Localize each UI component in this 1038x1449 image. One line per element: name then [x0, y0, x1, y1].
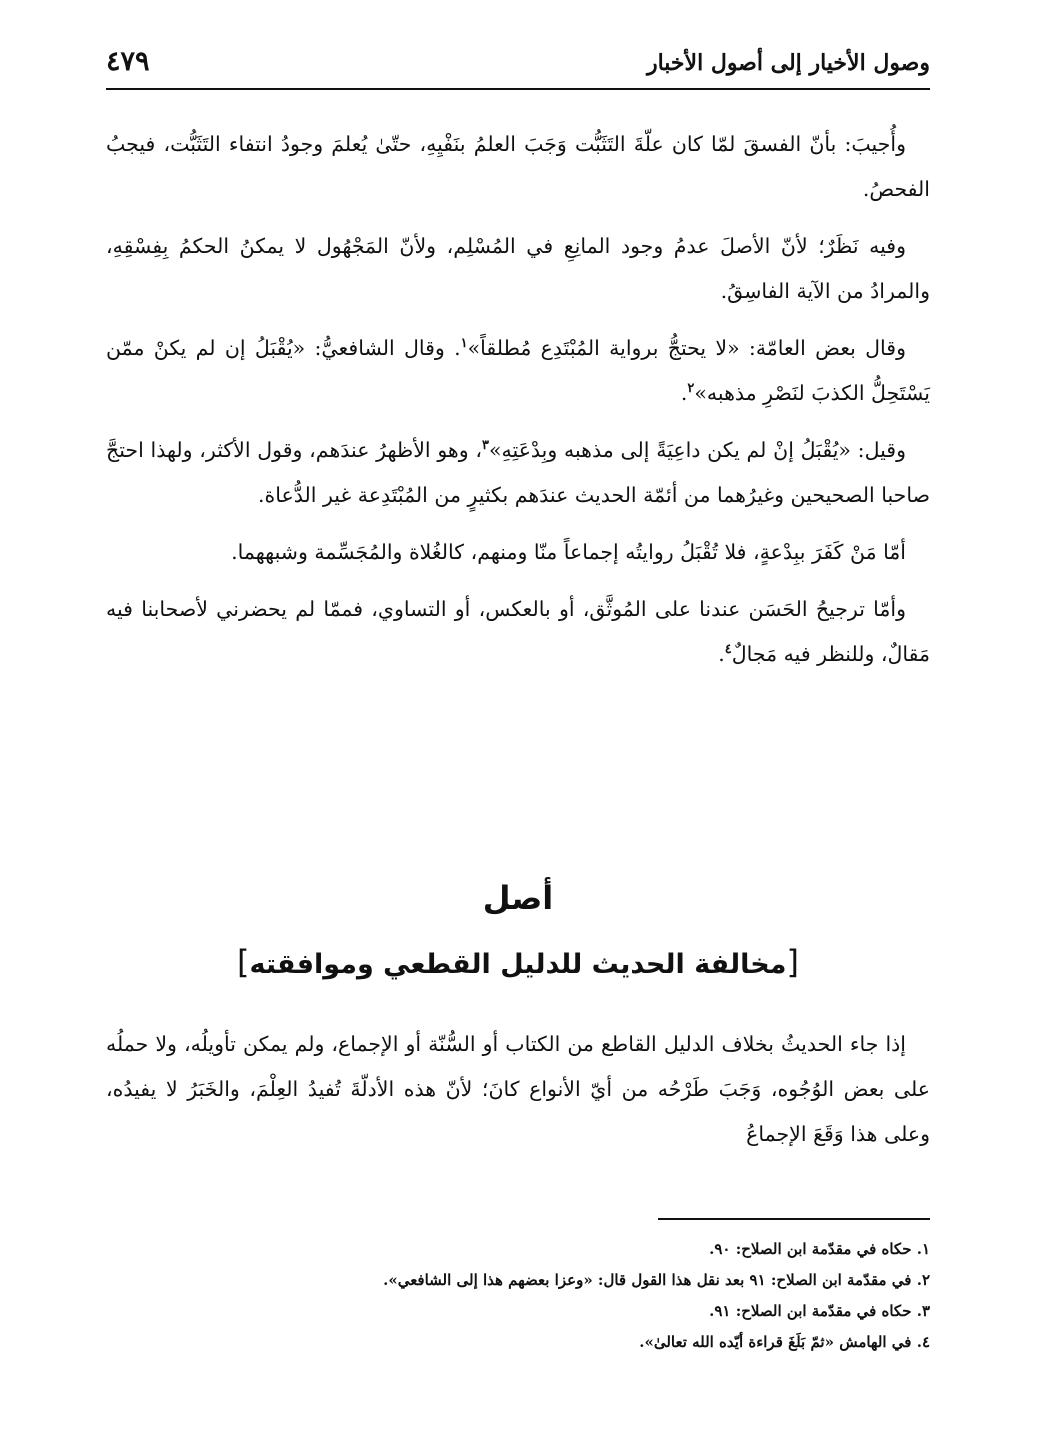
section-paragraph: إذا جاء الحديثُ بخلاف الدليل القاطع من الكتاب أو السُّنّة أو الإجماع، ولم يمكن تأويلُه، ولا حملُه على بعض الوُجُوه، وَجَبَ طَرْحُه من أيّ الأنواع كانَ؛ لأنّ هذه الأدلّةَ تُفيدُ العِلْمَ، والخَبَرُ لا يفيدُه، وعلى هذا وَقَعَ الإجماعُ [106, 1032, 930, 1146]
paragraph-6: وأمّا ترجيحُ الحَسَن عندنا على المُوثَّق، أو بالعكس، أو التساوي، فممّا لم يحضرني لأصحابنا فيه مَقالٌ، وللنظر فيه مَجالٌ$^٤$. [106, 597, 930, 666]
footnote-ref-2[interactable]: ٢ [687, 381, 695, 397]
footnote-divider [658, 1218, 930, 1220]
paragraph-5: أمّا مَنْ كَفَرَ ببِدْعةٍ، فلا تُقْبَلُ روايتُه إجماعاً منّا ومنهم، كالغُلاة والمُجَسِّمة وشبههما. [231, 540, 906, 564]
footnotes [106, 1234, 930, 1358]
main-text [106, 122, 930, 689]
bracket-close: ] [237, 943, 250, 981]
paragraph-4: وقيل: «يُقْبَلُ إنْ لم يكن داعِيَةً إلى مذهبه وبِدْعَتِهِ»$^٣$، وهو الأظهرُ عندَهم، وقول الأكثر، ولهذا احتجَّ صاحبا الصحيحين وغيرُهما من أئمّة الحديث عندَهم بكثيرٍ من المُبْتَدِعة غير الدُّعاة. [106, 438, 930, 507]
paragraph-3: وقال بعض العامّة: «لا يحتجُّ برواية المُبْتَدِع مُطلقاً»$^١$. وقال الشافعيُّ: «يُقْبَلُ إن لم يكنْ ممّن يَسْتَحِلُّ الكذبَ لنَصْرِ مذهبه»$^٢$. [106, 336, 930, 405]
paragraph-2: وفيه نَظَرٌ؛ لأنّ الأصلَ عدمُ وجود المانِعِ في المُسْلِم، ولأنّ المَجْهُول لا يمكنُ الحكمُ بِفِسْقِهِ، والمرادُ من الآية الفاسِقُ. [106, 234, 930, 303]
footnote-1: ١. حكاه في مقدّمة ابن الصلاح: ٩٠. [709, 1240, 930, 1258]
footnote-ref-4[interactable]: ٤ [724, 642, 732, 658]
footnote-3: ٣. حكاه في مقدّمة ابن الصلاح: ٩١. [709, 1302, 930, 1320]
bracket-open: [ [786, 943, 799, 981]
footnote-4: ٤. في الهامش «ثمّ بَلَغَ قراءة أيّده الله تعالىٰ». [639, 1333, 930, 1351]
running-header [106, 46, 930, 86]
header-divider [106, 88, 930, 90]
footnote-ref-1[interactable]: ١ [460, 336, 468, 352]
footnote-ref-3[interactable]: ٣ [481, 438, 489, 454]
section-text [106, 1022, 930, 1169]
running-title: وصول الأخيار إلى أصول الأخبار [646, 50, 930, 76]
section-heading [106, 868, 930, 993]
page-number: ٤٧٩ [106, 46, 150, 77]
footnote-2: ٢. في مقدّمة ابن الصلاح: ٩١ بعد نقل هذا القول قال: «وعزا بعضهم هذا إلى الشافعي». [383, 1271, 930, 1289]
paragraph-1: وأُجيبَ: بأنّ الفسقَ لمّا كان علّةَ التَثَبُّت وَجَبَ العلمُ بنَفْيِهِ، حتّىٰ يُعلمَ وجودُ انتفاء التَثَبُّت، فيجبُ الفحصُ. [106, 132, 930, 201]
section-subtitle: [مخالفة الحديث للدليل القطعي وموافقته] [237, 943, 799, 981]
section-title: أصل [482, 879, 554, 917]
